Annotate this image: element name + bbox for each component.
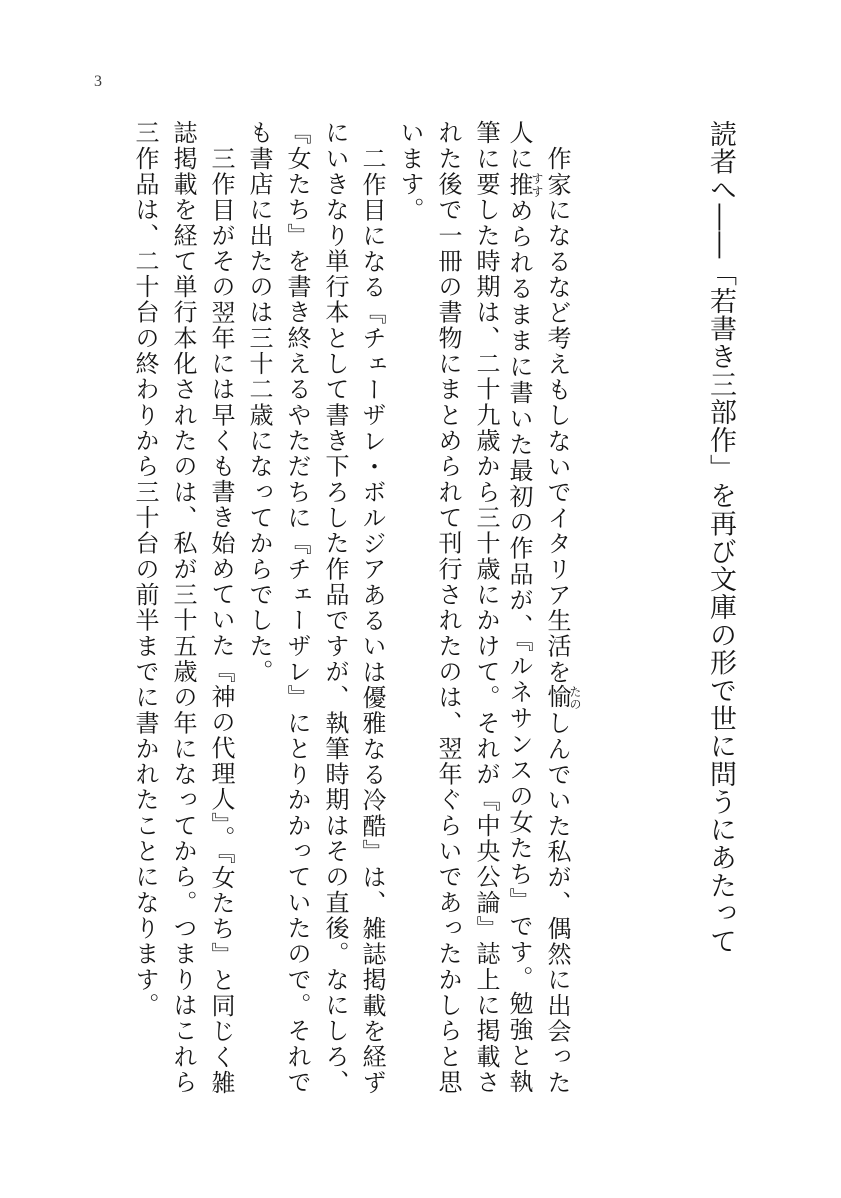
page-title (700, 120, 740, 955)
line-text: 筆に要した時期は、二十九歳から三十歳にかけて。それが『中央公論』誌上に掲載さ (472, 120, 500, 1095)
text-line (202, 120, 240, 1095)
line-text: 三作目がその翌年には早くも書き始めていた『神の代理人』。『女たち』と同じく雑 (207, 145, 235, 1095)
line-text: 『女たち』を書き終えるやただちに『チェーザレ』にとりかかっていたので。それで (283, 120, 311, 1095)
line-text: にいきなり単行本として書き下ろした作品ですが、執筆時期はその直後。なにしろ、 (321, 120, 349, 1095)
ruby-base: 愉 (543, 684, 571, 711)
text-line (467, 120, 505, 1095)
line-text: います。 (396, 120, 424, 223)
text-line (278, 120, 316, 1095)
text-line (240, 120, 278, 1095)
text-line (164, 120, 202, 1095)
line-text-segment: められるままに書いた最初の作品が、『ルネサンスの女たち』です。勉強と執 (505, 197, 533, 1096)
line-text-segment: 人に (505, 120, 533, 172)
ruby-reading: すす (530, 171, 544, 198)
line-text-segment: 作家になるなど考えもしないでイタリア生活を (543, 145, 571, 685)
text-line (316, 120, 354, 1095)
ruby-reading: たの (568, 684, 582, 711)
line-text: 三作品は、二十台の終わりから三十台の前半までに書かれたことになります。 (131, 120, 159, 1019)
line-text: 二作目になる『チェーザレ・ボルジアあるいは優雅なる冷酷』は、雑誌掲載を経ず (358, 145, 386, 1095)
text-line (391, 120, 429, 1095)
text-line (353, 120, 391, 1095)
text-line (505, 120, 543, 1095)
page-title-text: 読者へ――「若書き三部作」を再び文庫の形で世に問うにあたって (705, 120, 736, 955)
line-text (543, 145, 582, 1096)
ruby-annotation (505, 171, 544, 198)
ruby-base: 推 (505, 171, 533, 198)
page-number: 3 (94, 73, 102, 90)
text-line (126, 120, 164, 1095)
line-text-segment: しんでいた私が、偶然に出会った (543, 710, 571, 1096)
line-text: 誌掲載を経て単行本化されたのは、私が三十五歳の年になってから。つまりはこれら (169, 120, 197, 1095)
text-line (543, 120, 581, 1095)
line-text: れた後で一冊の書物にまとめられて刊行されたのは、翌年ぐらいであったかしらと思 (434, 120, 462, 1095)
line-text: も書店に出たのは三十二歳になってからでした。 (245, 120, 273, 685)
text-line (429, 120, 467, 1095)
ruby-annotation (543, 684, 582, 711)
line-text (505, 120, 544, 1096)
